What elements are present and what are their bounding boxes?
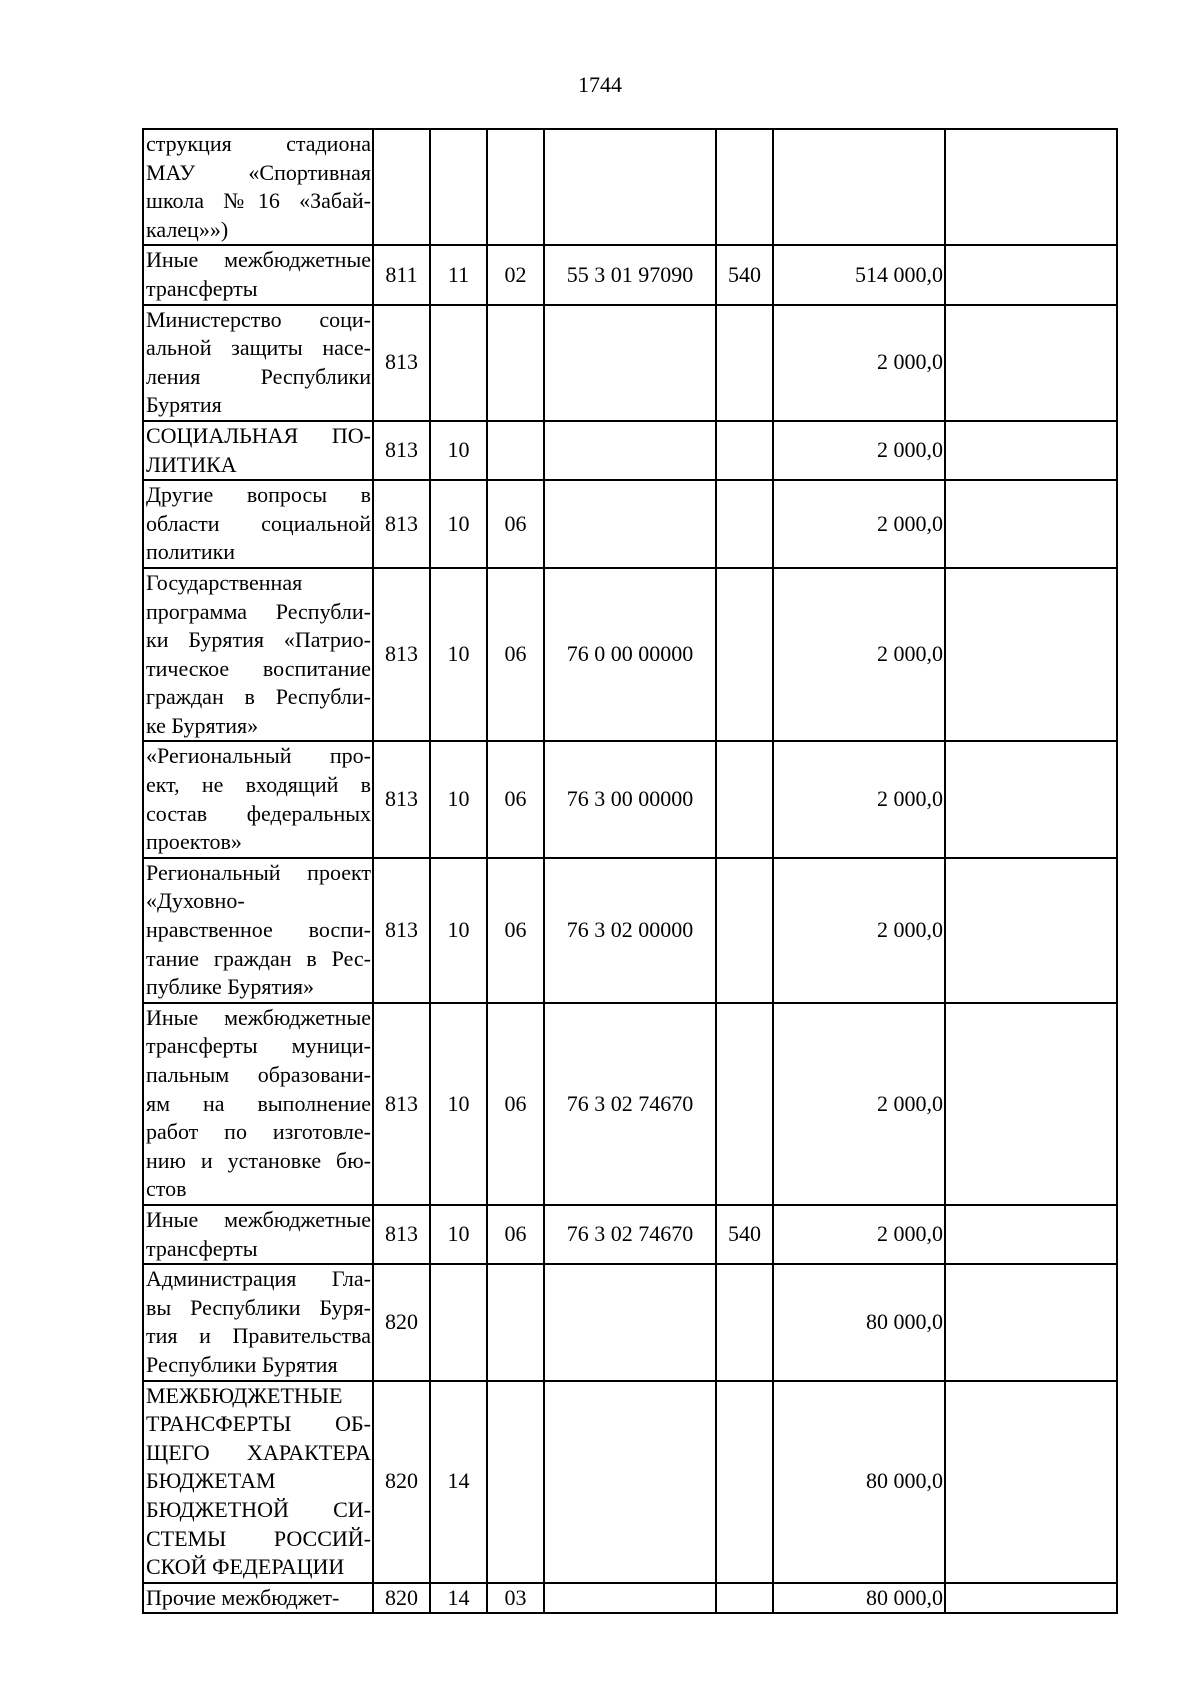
cell-name <box>143 741 373 857</box>
row-name-line: МАУ «Спортивная <box>146 159 371 185</box>
cell-name <box>143 1205 373 1264</box>
cell-section: 11 <box>430 245 487 304</box>
cell-extra <box>945 1381 1117 1583</box>
row-name-text <box>146 1382 371 1582</box>
cell-ministry: 813 <box>373 568 430 742</box>
row-name-line: трансферты <box>146 1235 258 1261</box>
cell-target: 76 3 02 74670 <box>544 1003 716 1205</box>
cell-type <box>716 1003 773 1205</box>
row-name-line: публике Бурятия» <box>146 974 314 1000</box>
row-name-text <box>146 246 371 303</box>
row-name-line: ЩЕГО ХАРАКТЕРА <box>146 1439 371 1465</box>
row-name-line: Республики Бурятия <box>146 1351 338 1377</box>
row-name-line: тическое воспитание <box>146 655 371 681</box>
cell-amount: 80 000,0 <box>773 1381 945 1583</box>
row-name-line: ТРАНСФЕРТЫ ОБ- <box>146 1411 371 1437</box>
cell-extra <box>945 568 1117 742</box>
row-name-line: состав федеральных <box>146 800 371 826</box>
cell-ministry: 813 <box>373 1003 430 1205</box>
table-row <box>143 305 1117 421</box>
table-row <box>143 858 1117 1003</box>
row-name-line: «Духовно- <box>146 888 245 914</box>
cell-extra <box>945 1205 1117 1264</box>
cell-type <box>716 1381 773 1583</box>
row-name-text <box>146 1584 371 1613</box>
table-row <box>143 1205 1117 1264</box>
cell-target <box>544 1264 716 1380</box>
cell-section: 10 <box>430 1003 487 1205</box>
row-name-text <box>146 859 371 1002</box>
row-name-line: калец»») <box>146 216 229 242</box>
row-name-line: граждан в Республи- <box>146 684 371 710</box>
row-name-line: нию и установке бю- <box>146 1147 371 1173</box>
row-name-line: нравственное воспи- <box>146 917 371 943</box>
cell-target <box>544 1381 716 1583</box>
row-name-text <box>146 306 371 420</box>
cell-extra <box>945 480 1117 568</box>
table-row <box>143 568 1117 742</box>
table-row <box>143 1003 1117 1205</box>
cell-section: 10 <box>430 1205 487 1264</box>
cell-subsection <box>487 305 544 421</box>
row-name-line: области социальной <box>146 510 371 536</box>
cell-subsection: 06 <box>487 568 544 742</box>
cell-section: 10 <box>430 568 487 742</box>
row-name-line: трансферты муници- <box>146 1033 371 1059</box>
row-name-line: ки Бурятия «Патрио- <box>146 627 371 653</box>
row-name-line: альной защиты насе- <box>146 335 371 361</box>
cell-subsection <box>487 1264 544 1380</box>
cell-subsection <box>487 129 544 245</box>
cell-section: 14 <box>430 1583 487 1614</box>
row-name-line: Другие вопросы в <box>146 482 371 508</box>
cell-type <box>716 568 773 742</box>
cell-ministry: 813 <box>373 421 430 480</box>
cell-target <box>544 480 716 568</box>
cell-section: 10 <box>430 421 487 480</box>
cell-type <box>716 1264 773 1380</box>
cell-amount: 514 000,0 <box>773 245 945 304</box>
cell-ministry: 813 <box>373 305 430 421</box>
row-name-line: работ по изготовле- <box>146 1119 371 1145</box>
row-name-line: ям на выполнение <box>146 1090 371 1116</box>
cell-amount: 80 000,0 <box>773 1264 945 1380</box>
row-name-text <box>146 1004 371 1204</box>
row-name-line: тание граждан в Рес- <box>146 945 371 971</box>
row-name-line: ления Республики <box>146 363 371 389</box>
table-row <box>143 421 1117 480</box>
row-name-line: БЮДЖЕТНОЙ СИ- <box>146 1496 371 1522</box>
row-name-text <box>146 1206 371 1263</box>
cell-target <box>544 305 716 421</box>
cell-ministry: 813 <box>373 480 430 568</box>
cell-ministry: 811 <box>373 245 430 304</box>
cell-amount: 2 000,0 <box>773 421 945 480</box>
row-name-text <box>146 1265 371 1379</box>
row-name-line: политики <box>146 539 236 565</box>
cell-type <box>716 1583 773 1614</box>
cell-subsection: 03 <box>487 1583 544 1614</box>
table-row <box>143 1583 1117 1614</box>
cell-ministry: 813 <box>373 1205 430 1264</box>
cell-type <box>716 480 773 568</box>
cell-amount <box>773 129 945 245</box>
cell-amount: 2 000,0 <box>773 741 945 857</box>
cell-target: 76 3 02 74670 <box>544 1205 716 1264</box>
cell-target: 55 3 01 97090 <box>544 245 716 304</box>
row-name-line: Администрация Гла- <box>146 1266 371 1292</box>
cell-extra <box>945 1583 1117 1614</box>
cell-ministry: 813 <box>373 741 430 857</box>
cell-section: 10 <box>430 858 487 1003</box>
page-number: 1744 <box>578 72 622 97</box>
cell-section: 10 <box>430 480 487 568</box>
cell-name <box>143 1264 373 1380</box>
cell-subsection <box>487 1381 544 1583</box>
cell-name <box>143 1003 373 1205</box>
row-name-text <box>146 569 371 741</box>
row-name-line: ект, не входящий в <box>146 772 371 798</box>
budget-table <box>142 128 1118 1614</box>
cell-subsection <box>487 421 544 480</box>
row-name-line: Региональный проект <box>146 859 371 885</box>
cell-amount: 2 000,0 <box>773 858 945 1003</box>
cell-subsection: 06 <box>487 741 544 857</box>
cell-name <box>143 129 373 245</box>
row-name-line: Бурятия <box>146 392 222 418</box>
row-name-line: пальным образовани- <box>146 1062 371 1087</box>
cell-ministry: 820 <box>373 1583 430 1614</box>
cell-type <box>716 421 773 480</box>
cell-section: 14 <box>430 1381 487 1583</box>
row-name-line: МЕЖБЮДЖЕТНЫЕ <box>146 1382 343 1408</box>
row-name-line: проектов» <box>146 829 242 855</box>
row-name-line: Иные межбюджетные <box>146 247 371 273</box>
cell-section: 10 <box>430 741 487 857</box>
cell-type: 540 <box>716 245 773 304</box>
row-name-line: тия и Правительства <box>146 1323 371 1349</box>
row-name-line: программа Республи- <box>146 598 371 624</box>
cell-extra <box>945 741 1117 857</box>
cell-section <box>430 305 487 421</box>
cell-name <box>143 305 373 421</box>
cell-section <box>430 129 487 245</box>
cell-target <box>544 421 716 480</box>
cell-extra <box>945 421 1117 480</box>
cell-amount: 2 000,0 <box>773 568 945 742</box>
table-row <box>143 245 1117 304</box>
cell-ministry <box>373 129 430 245</box>
row-name-line: «Региональный про- <box>146 743 371 769</box>
row-name-line: Прочие межбюджет- <box>146 1584 340 1610</box>
cell-extra <box>945 129 1117 245</box>
row-name-line: трансферты <box>146 275 258 301</box>
row-name-line: Министерство соци- <box>146 306 371 332</box>
row-name-line: Иные межбюджетные <box>146 1004 371 1030</box>
row-name-line: Государственная <box>146 569 303 595</box>
cell-name <box>143 1583 373 1614</box>
table-row <box>143 1264 1117 1380</box>
cell-type: 540 <box>716 1205 773 1264</box>
cell-ministry: 820 <box>373 1264 430 1380</box>
cell-type <box>716 741 773 857</box>
cell-subsection: 02 <box>487 245 544 304</box>
cell-amount: 2 000,0 <box>773 480 945 568</box>
row-name-line: школа №16 «Забай- <box>146 188 371 214</box>
cell-extra <box>945 305 1117 421</box>
cell-target: 76 0 00 00000 <box>544 568 716 742</box>
row-name-line: СТЕМЫ РОССИЙ- <box>146 1525 371 1551</box>
row-name-line: стов <box>146 1176 187 1202</box>
cell-extra <box>945 245 1117 304</box>
row-name-line: струкция стадиона <box>146 131 371 156</box>
cell-name <box>143 421 373 480</box>
row-name-line: Иные межбюджетные <box>146 1206 371 1232</box>
cell-target <box>544 1583 716 1614</box>
cell-subsection: 06 <box>487 858 544 1003</box>
cell-amount: 2 000,0 <box>773 1205 945 1264</box>
cell-type <box>716 129 773 245</box>
table-row <box>143 741 1117 857</box>
table-row <box>143 1381 1117 1583</box>
cell-subsection: 06 <box>487 1003 544 1205</box>
cell-target: 76 3 00 00000 <box>544 741 716 857</box>
row-name-text <box>146 481 371 567</box>
cell-extra <box>945 1003 1117 1205</box>
row-name-text <box>146 130 371 244</box>
row-name-line: СКОЙ ФЕДЕРАЦИИ <box>146 1554 345 1580</box>
cell-target: 76 3 02 00000 <box>544 858 716 1003</box>
cell-name <box>143 568 373 742</box>
row-name-text <box>146 742 371 856</box>
cell-amount: 80 000,0 <box>773 1583 945 1614</box>
cell-subsection: 06 <box>487 1205 544 1264</box>
cell-section <box>430 1264 487 1380</box>
cell-name <box>143 480 373 568</box>
row-name-line: БЮДЖЕТАМ <box>146 1468 276 1494</box>
cell-target <box>544 129 716 245</box>
cell-extra <box>945 1264 1117 1380</box>
cell-name <box>143 245 373 304</box>
cell-amount: 2 000,0 <box>773 305 945 421</box>
cell-subsection: 06 <box>487 480 544 568</box>
cell-amount: 2 000,0 <box>773 1003 945 1205</box>
table-row <box>143 129 1117 245</box>
row-name-text <box>146 422 371 479</box>
table-row <box>143 480 1117 568</box>
cell-type <box>716 858 773 1003</box>
row-name-line: ке Бурятия» <box>146 712 259 738</box>
cell-ministry: 820 <box>373 1381 430 1583</box>
cell-type <box>716 305 773 421</box>
cell-ministry: 813 <box>373 858 430 1003</box>
cell-extra <box>945 858 1117 1003</box>
row-name-line: СОЦИАЛЬНАЯ ПО- <box>146 422 371 448</box>
cell-name <box>143 858 373 1003</box>
row-name-line: ЛИТИКА <box>146 451 237 477</box>
row-name-line: вы Республики Буря- <box>146 1294 371 1320</box>
cell-name <box>143 1381 373 1583</box>
